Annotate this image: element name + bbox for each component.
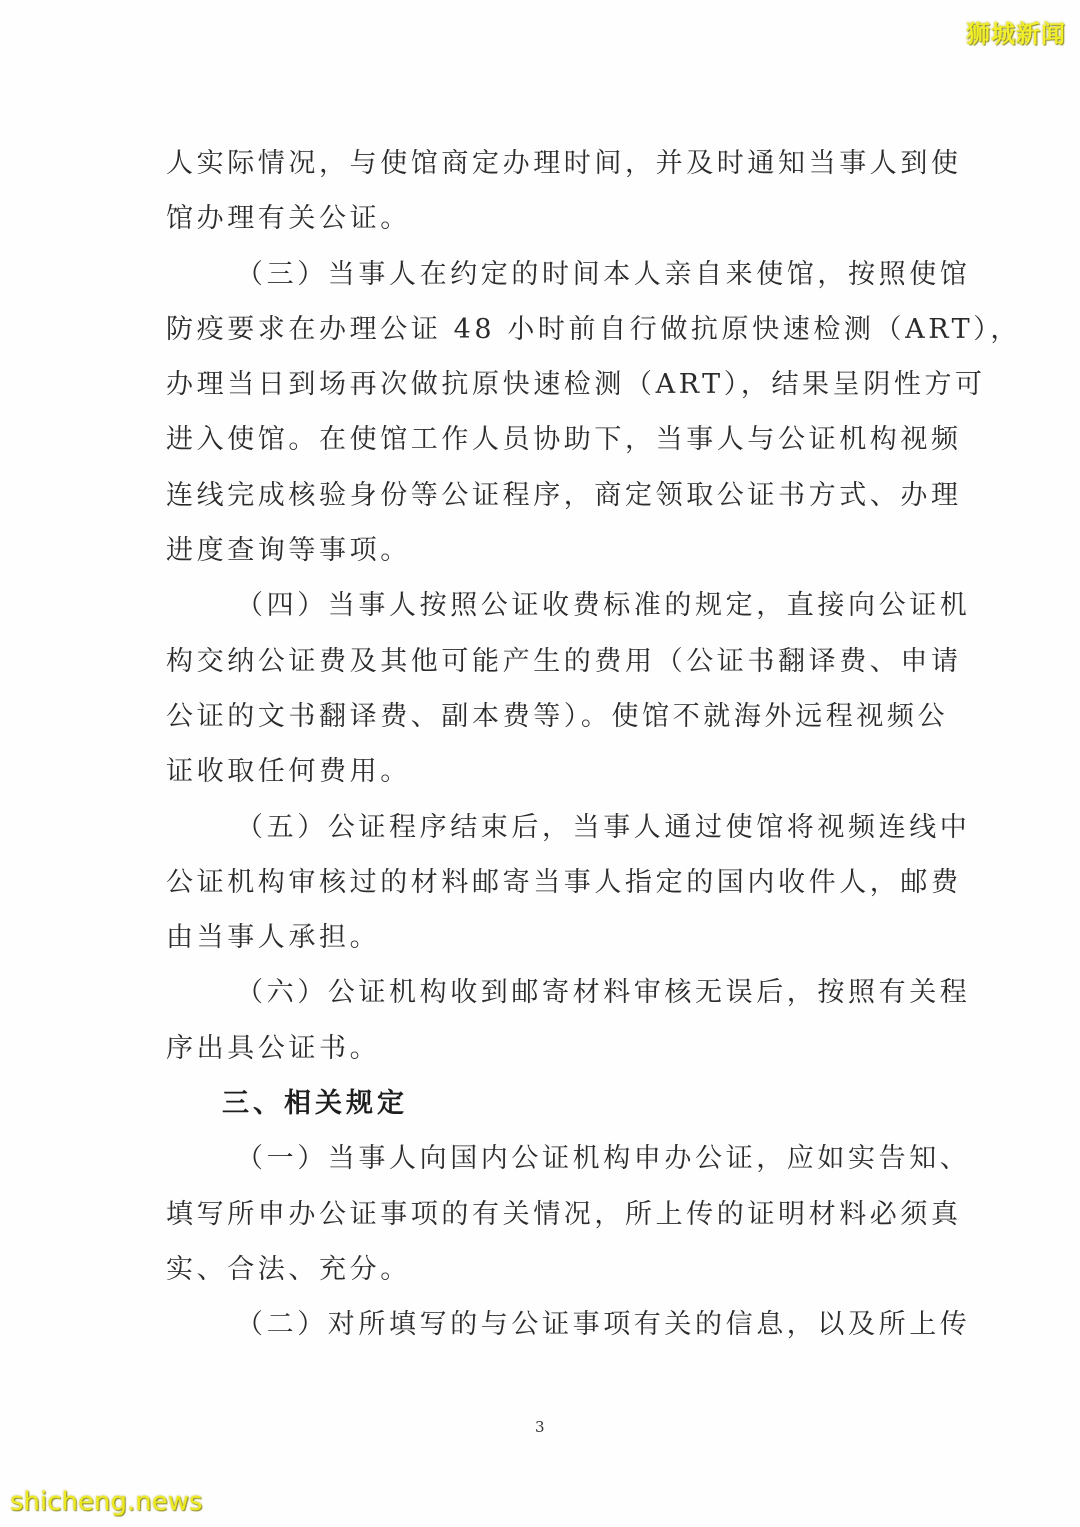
text-line: 公证机构审核过的材料邮寄当事人指定的国内收件人，邮费: [166, 866, 962, 898]
text-line: 公证的文书翻译费、副本费等）。使馆不就海外远程视频公: [166, 700, 949, 732]
paragraph-1-start: （一）当事人向国内公证机构申办公证，应如实告知、: [236, 1143, 971, 1175]
paragraph-4-start: （四）当事人按照公证收费标准的规定，直接向公证机: [236, 590, 971, 622]
text-line: 办理当日到场再次做抗原快速检测（ART），结果呈阴性方可: [166, 369, 986, 401]
page-number: 3: [535, 1418, 545, 1436]
text-line: 进入使馆。在使馆工作人员协助下，当事人与公证机构视频: [166, 424, 962, 456]
paragraph-2-start: （二）对所填写的与公证事项有关的信息，以及所上传: [236, 1309, 971, 1341]
watermark-logo-top: 狮城新闻: [966, 20, 1066, 48]
section-heading: 三、相关规定: [222, 1088, 408, 1120]
paragraph-3-start: （三）当事人在约定的时间本人亲自来使馆，按照使馆: [236, 258, 971, 290]
text-line: 人实际情况，与使馆商定办理时间，并及时通知当事人到使: [166, 148, 962, 179]
text-line: 证收取任何费用。: [166, 756, 411, 788]
text-line: 连线完成核验身份等公证程序，商定领取公证书方式、办理: [166, 479, 962, 511]
text-line: 实、合法、充分。: [166, 1253, 411, 1285]
text-line: 填写所申办公证事项的有关情况，所上传的证明材料必须真: [166, 1198, 962, 1230]
text-line: 防疫要求在办理公证 48 小时前自行做抗原快速检测（ART），: [166, 313, 1021, 345]
paragraph-5-start: （五）公证程序结束后，当事人通过使馆将视频连线中: [236, 811, 971, 843]
text-line: 构交纳公证费及其他可能产生的费用（公证书翻译费、申请: [166, 645, 962, 677]
text-line: 由当事人承担。: [166, 922, 381, 954]
text-line: 进度查询等事项。: [166, 535, 411, 567]
paragraph-6-start: （六）公证机构收到邮寄材料审核无误后，按照有关程: [236, 977, 971, 1009]
document-body: [166, 136, 1021, 1353]
text-line: 序出具公证书。: [166, 1032, 381, 1064]
watermark-site-url: shicheng.news: [10, 1487, 203, 1517]
text-line: 馆办理有关公证。: [166, 203, 411, 235]
